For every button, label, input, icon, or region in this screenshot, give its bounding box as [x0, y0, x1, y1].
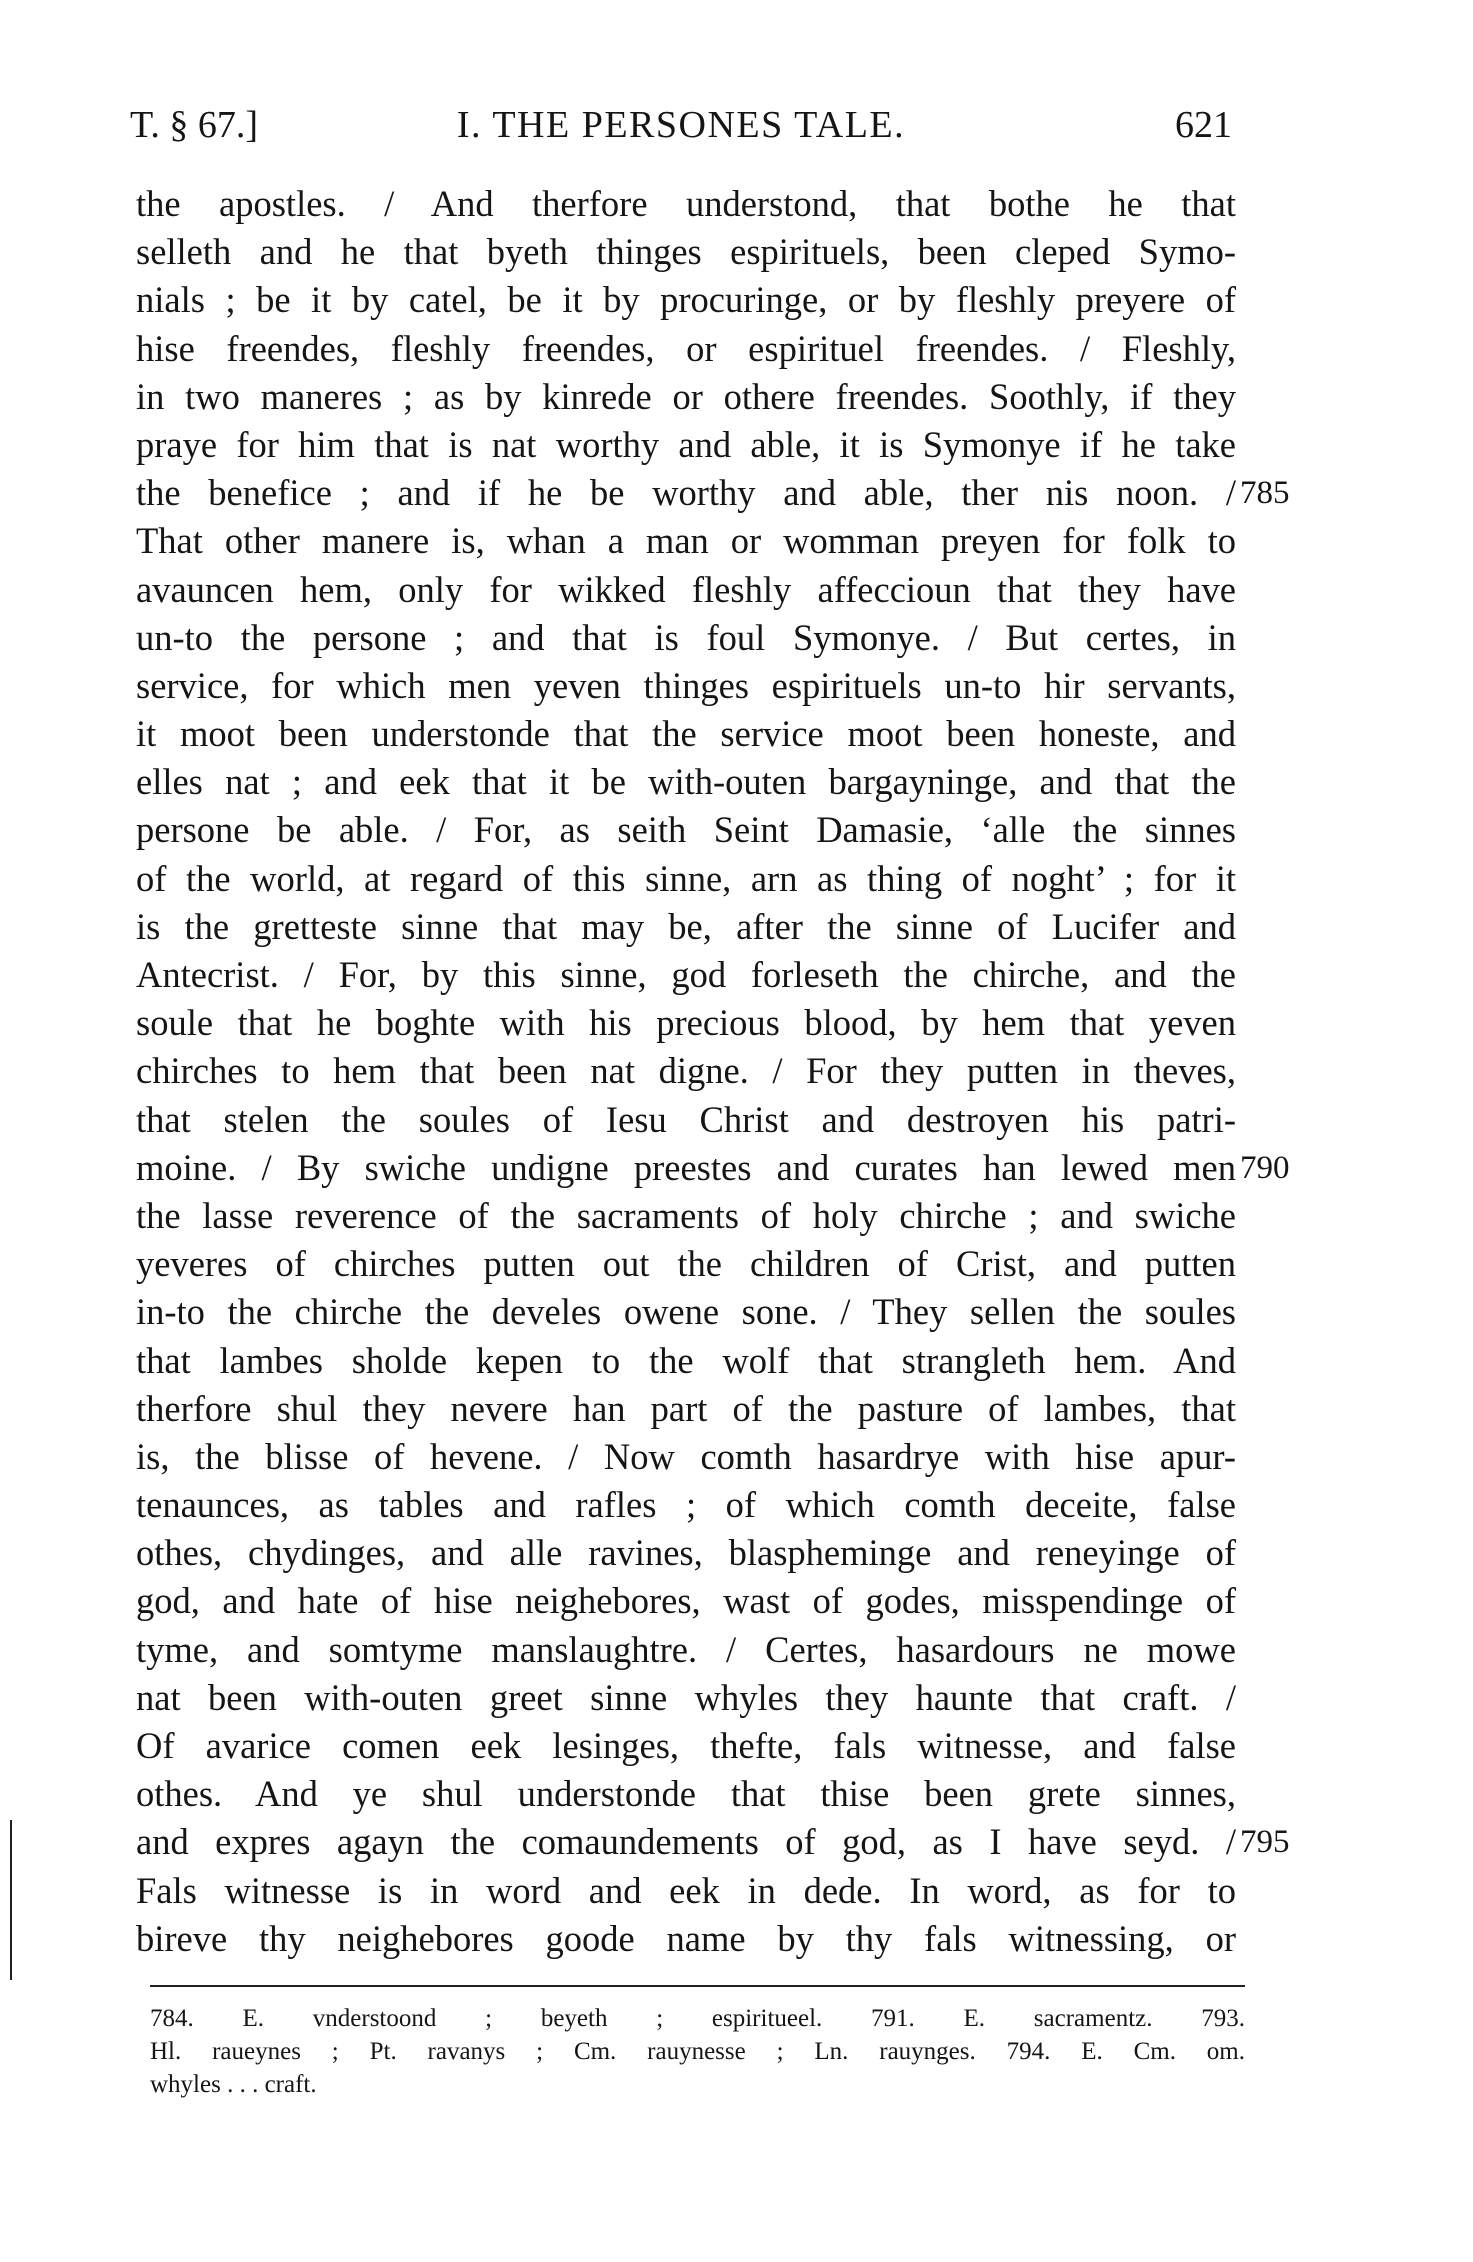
- text-line: yeveres of chirches putten out the children of Crist, and putten: [136, 1243, 1236, 1285]
- text-line: is the gretteste sinne that may be, after the sinne of Lucifer and: [136, 905, 1236, 947]
- running-header: [130, 100, 1232, 150]
- text-line: that lambes sholde kepen to the wolf that strangleth hem. And: [136, 1339, 1236, 1381]
- margin-mark: [10, 1820, 12, 1980]
- footnote-rule: [150, 1985, 1245, 1987]
- text-line: the benefice ; and if he be worthy and able, ther nis noon. /: [136, 472, 1236, 514]
- text-line: service, for which men yeven thinges espirituels un-to hir servants,: [136, 664, 1236, 706]
- line-number: 785: [1240, 475, 1290, 512]
- text-line: othes, chydinges, and alle ravines, blaspheminge and reneyinge of: [136, 1532, 1236, 1574]
- text-line-wrap: [136, 1818, 1290, 1866]
- text-line: soule that he boghte with his precious blood, by hem that yeven: [136, 1002, 1236, 1044]
- text-line: in two maneres ; as by kinrede or othere freendes. Soothly, if they: [136, 375, 1236, 417]
- text-line: persone be able. / For, as seith Seint Damasie, ‘alle the sinnes: [136, 809, 1236, 851]
- text-line: othes. And ye shul understonde that thise been grete sinnes,: [136, 1773, 1236, 1815]
- text-line: Fals witnesse is in word and eek in dede. In word, as for to: [136, 1869, 1236, 1911]
- page-title: I. THE PERSONES TALE.: [456, 104, 906, 146]
- text-line: Antecrist. / For, by this sinne, god forleseth the chirche, and the: [136, 954, 1236, 995]
- section-reference: T. § 67.]: [130, 104, 259, 146]
- text-line: tenaunces, as tables and rafles ; of which comth deceite, false: [136, 1484, 1236, 1526]
- text-line: nat been with-outen greet sinne whyles they haunte that craft. /: [136, 1676, 1236, 1718]
- text-line: nials ; be it by catel, be it by procuringe, or by fleshly preyere of: [136, 279, 1236, 321]
- text-line: hise freendes, fleshly freendes, or espirituel freendes. / Fleshly,: [136, 327, 1236, 369]
- text-line: avauncen hem, only for wikked fleshly affeccioun that they have: [136, 568, 1236, 610]
- main-text: [136, 180, 1290, 1963]
- text-line: in-to the chirche the develes owene sone. / They sellen the soules: [136, 1291, 1236, 1333]
- line-number: 795: [1240, 1824, 1290, 1861]
- text-line: the lasse reverence of the sacraments of holy chirche ; and swiche: [136, 1194, 1236, 1236]
- footnotes: [150, 2002, 1245, 2101]
- footnote-line: whyles . . . craft.: [150, 2071, 317, 2098]
- text-line: That other manere is, whan a man or womman preyen for folk to: [136, 520, 1236, 562]
- text-line: is, the blisse of hevene. / Now comth hasardrye with hise apur-: [136, 1435, 1236, 1477]
- text-line: elles nat ; and eek that it be with-outen bargayninge, and that the: [136, 761, 1236, 803]
- text-line: Of avarice comen eek lesinges, thefte, fals witnesse, and false: [136, 1725, 1236, 1766]
- text-line-wrap: [136, 469, 1290, 517]
- text-line: un-to the persone ; and that is foul Symonye. / But certes, in: [136, 616, 1236, 658]
- text-line: tyme, and somtyme manslaughtre. / Certes, hasardours ne mowe: [136, 1628, 1236, 1670]
- text-line: the apostles. / And therfore understond, that bothe he that: [136, 183, 1236, 224]
- text-line: god, and hate of hise neighebores, wast of godes, misspendinge of: [136, 1580, 1236, 1622]
- line-number: 790: [1240, 1149, 1290, 1186]
- text-line: that stelen the soules of Iesu Christ and destroyen his patri-: [136, 1098, 1236, 1140]
- text-line: bireve thy neighebores goode name by thy fals witnessing, or: [136, 1917, 1236, 1959]
- page-number: 621: [1175, 104, 1232, 146]
- text-line: it moot been understonde that the service moot been honeste, and: [136, 713, 1236, 755]
- footnote-line: 784. E. vnderstoond ; beyeth ; espiritueel. 791. E. sacramentz. 793.: [150, 2005, 1245, 2032]
- text-line-wrap: [136, 1144, 1290, 1192]
- text-line: of the world, at regard of this sinne, arn as thing of noght’ ; for it: [136, 857, 1236, 899]
- footnote-line: Hl. raueynes ; Pt. ravanys ; Cm. rauynesse ; Ln. rauynges. 794. E. Cm. om.: [150, 2038, 1245, 2065]
- text-line: and expres agayn the comaundements of god, as I have seyd. /: [136, 1821, 1236, 1863]
- text-line: moine. / By swiche undigne preestes and curates han lewed men: [136, 1146, 1236, 1188]
- text-line: selleth and he that byeth thinges espirituels, been cleped Symo-: [136, 231, 1236, 273]
- text-line: therfore shul they nevere han part of the pasture of lambes, that: [136, 1387, 1236, 1429]
- text-line: chirches to hem that been nat digne. / For they putten in theves,: [136, 1050, 1236, 1092]
- text-line: praye for him that is nat worthy and able, it is Symonye if he take: [136, 423, 1236, 465]
